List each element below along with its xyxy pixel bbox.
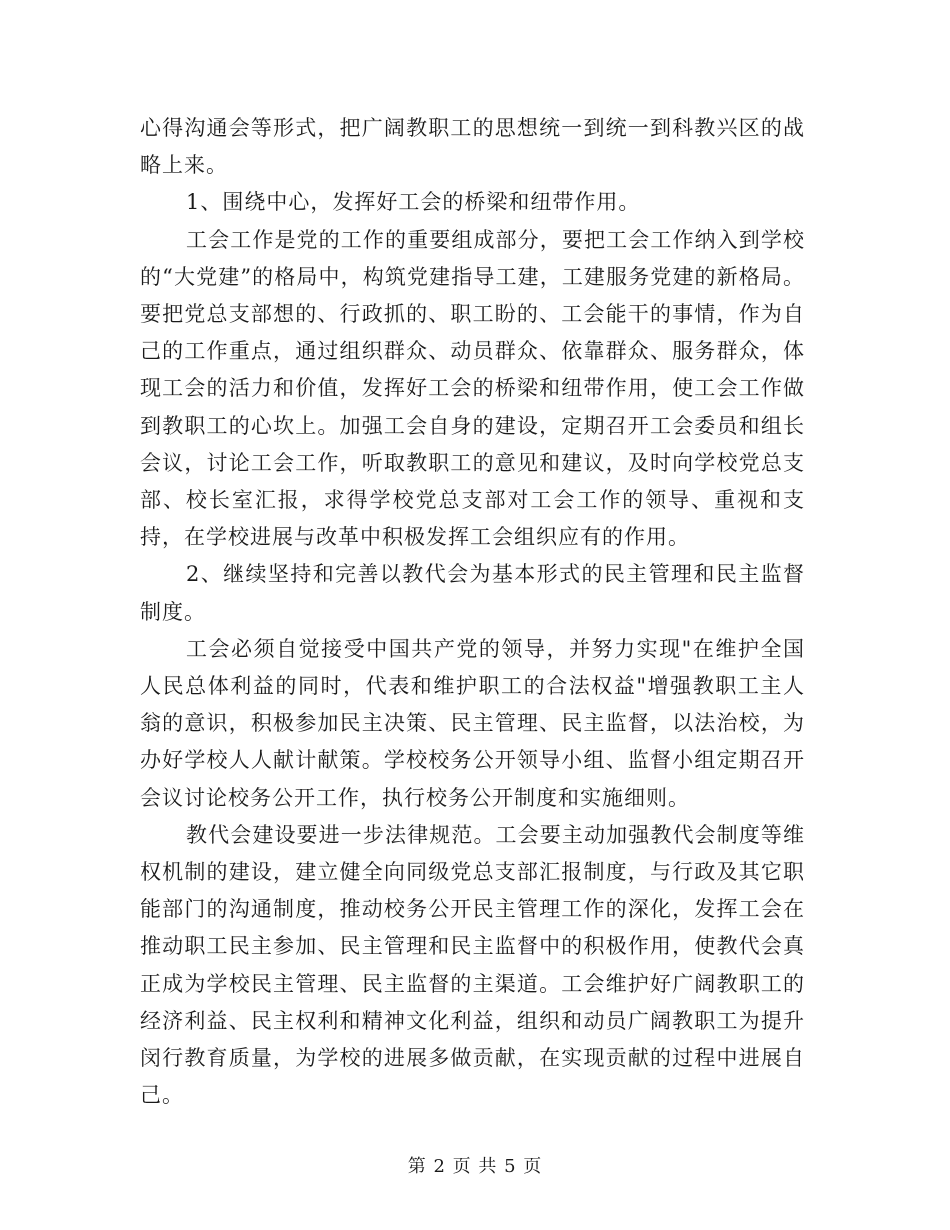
section-heading-2: 2、继续坚持和完善以教代会为基本形式的民主管理和民主监督制度。 bbox=[140, 562, 805, 624]
paragraph-continuation: 心得沟通会等形式，把广阔教职工的思想统一到统一到科教兴区的战略上来。 bbox=[140, 116, 805, 178]
document-body bbox=[140, 110, 805, 1114]
section-heading-1: 1、围绕中心，发挥好工会的桥梁和纽带作用。 bbox=[186, 190, 641, 215]
page-number-footer: 第 2 页 共 5 页 bbox=[407, 1156, 543, 1177]
paragraph-party-leadership: 工会必须自觉接受中国共产党的领导，并努力实现"在维护全国人民总体利益的同时，代表和维护职工的合法权益"增强教职工主人翁的意识，积极参加民主决策、民主管理、民主监督，以法治校，为办好学校人人献计献策。学校校务公开领导小组、监督小组定期召开会议讨论校务公开工作，执行校务公开制度和实施细则。 bbox=[140, 636, 805, 810]
paragraph-congress-construction: 教代会建设要进一步法律规范。工会要主动加强教代会制度等维权机制的建设，建立健全向同级党总支部汇报制度，与行政及其它职能部门的沟通制度，推动校务公开民主管理工作的深化，发挥工会在推动职工民主参加、民主管理和民主监督中的积极作用，使教代会真正成为学校民主管理、民主监督的主渠道。工会维护好广阔教职工的经济利益、民主权利和精神文化利益，组织和动员广阔教职工为提升闵行教育质量，为学校的进展多做贡献，在实现贡献的过程中进展自己。 bbox=[140, 822, 805, 1108]
paragraph-union-work: 工会工作是党的工作的重要组成部分，要把工会工作纳入到学校的“大党建”的格局中，构筑党建指导工建，工建服务党建的新格局。要把党总支部想的、行政抓的、职工盼的、工会能干的事情，作为自己的工作重点，通过组织群众、动员群众、依靠群众、服务群众，体现工会的活力和价值，发挥好工会的桥梁和纽带作用，使工会工作做到教职工的心坎上。加强工会自身的建设，定期召开工会委员和组长会议，讨论工会工作，听取教职工的意见和建议，及时向学校党总支部、校长室汇报，求得学校党总支部对工会工作的领导、重视和支持，在学校进展与改革中积极发挥工会组织应有的作用。 bbox=[140, 227, 805, 550]
